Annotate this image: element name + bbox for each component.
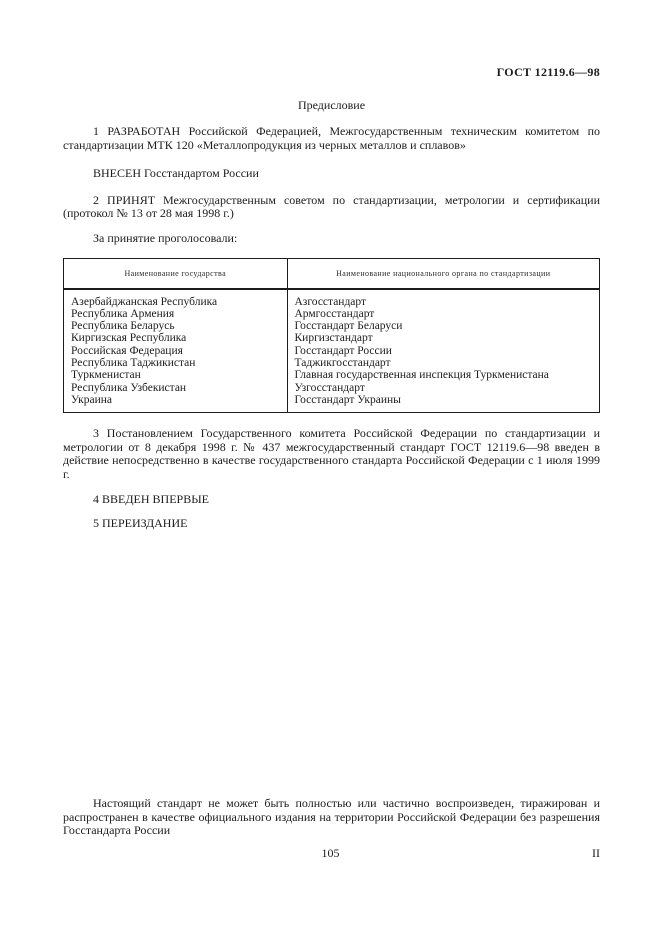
table-row [64, 320, 600, 332]
body-cell: Армгосстандарт [294, 307, 375, 320]
body-cell: Азгосстандарт [294, 295, 367, 308]
state-cell: Туркменистан [64, 369, 288, 381]
state-cell: Республика Таджикистан [64, 357, 288, 369]
clause-adopted: 2 ПРИНЯТ Межгосударственным советом по стандартизации, метрологии и сертификации (протокол № 13 от 28 мая 1998 г.) [63, 192, 600, 220]
table-row [64, 345, 600, 357]
body-cell: Таджикгосстандарт [294, 356, 391, 369]
column-header-state: Наименование государства [64, 259, 288, 289]
table-row [64, 332, 600, 344]
state-cell: Республика Узбекистан [64, 382, 288, 394]
table-row [64, 369, 600, 381]
table-row [64, 289, 600, 308]
body-cell: Узгосстандарт [294, 381, 365, 394]
body-cell: Госстандарт Беларуси [294, 320, 403, 333]
clause-decree: 3 Постановлением Государственного комитета Российской Федерации по стандартизации и метрологии от 8 декабря 1998 г. № 437 межгосударственный стандарт ГОСТ 12119.6—98 введен в действие непосредственно в качестве государственного стандарта Российской Федерации с 1 июля 1999 г. [63, 426, 600, 481]
table-row [64, 308, 600, 320]
page-title: Предисловие [297, 97, 366, 112]
clause-reissue: 5 ПЕРЕИЗДАНИЕ [93, 515, 188, 530]
body-cell: Госстандарт России [294, 344, 392, 357]
clause-developed: 1 РАЗРАБОТАН Российской Федерацией, Межгосударственным техническим комитетом по стандартизации МТК 120 «Металлопродукция из черных металлов и сплавов» [63, 124, 600, 152]
voting-table [63, 258, 600, 413]
voted-intro: За принятие проголосовали: [93, 230, 238, 245]
table-row [64, 357, 600, 369]
page-number: 105 [321, 846, 340, 860]
state-cell: Республика Беларусь [64, 320, 288, 332]
table-row [64, 394, 600, 413]
body-cell: Госстандарт Украины [294, 393, 401, 406]
body-cell: Киргизстандарт [294, 332, 373, 345]
sheet-number: II [592, 846, 600, 860]
body-cell: Главная государственная инспекция Туркменистана [294, 369, 549, 382]
state-cell: Азербайджанская Республика [64, 289, 288, 308]
state-cell: Российская Федерация [64, 345, 288, 357]
state-cell: Республика Армения [64, 308, 288, 320]
clause-submitted: ВНЕСЕН Госстандартом России [93, 166, 259, 180]
copyright-notice: Настоящий стандарт не может быть полностью или частично воспроизведен, тиражирован и распространен в качестве официального издания на территории Российской Федерации без разрешения Госстандарта России [63, 796, 600, 837]
doc-code: ГОСТ 12119.6—98 [496, 65, 600, 79]
column-header-body: Наименование национального органа по стандартизации [287, 259, 600, 289]
state-cell: Киргизская Республика [64, 332, 288, 344]
clause-first-time: 4 ВВЕДЕН ВПЕРВЫЕ [93, 492, 209, 507]
state-cell: Украина [64, 394, 288, 413]
voting-table-header [64, 259, 600, 289]
voting-table-body [64, 289, 600, 413]
table-row [64, 382, 600, 394]
